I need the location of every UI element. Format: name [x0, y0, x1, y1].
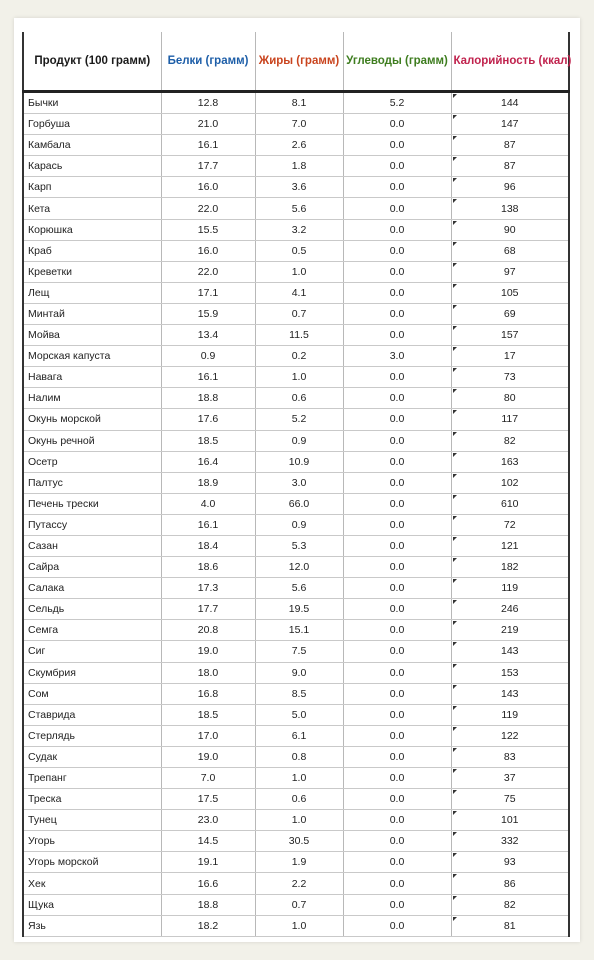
carbs-cell: 0.0 — [343, 768, 451, 789]
carbs-cell: 0.0 — [343, 219, 451, 240]
table-row — [23, 768, 569, 789]
fat-cell: 0.9 — [255, 430, 343, 451]
calories-cell: 82 — [451, 894, 569, 915]
table-row — [23, 325, 569, 346]
fat-cell: 11.5 — [255, 325, 343, 346]
fat-cell: 30.5 — [255, 831, 343, 852]
protein-cell: 16.6 — [161, 873, 255, 894]
protein-cell: 23.0 — [161, 810, 255, 831]
carbs-cell: 0.0 — [343, 177, 451, 198]
fat-cell: 3.0 — [255, 472, 343, 493]
product-cell: Окунь морской — [23, 409, 161, 430]
calories-cell: 93 — [451, 852, 569, 873]
calories-cell: 96 — [451, 177, 569, 198]
fat-cell: 1.0 — [255, 768, 343, 789]
table-row — [23, 472, 569, 493]
product-cell: Лещ — [23, 282, 161, 303]
product-cell: Морская капуста — [23, 346, 161, 367]
protein-cell: 16.8 — [161, 683, 255, 704]
calories-cell: 72 — [451, 514, 569, 535]
header-row — [23, 32, 569, 92]
calories-cell: 90 — [451, 219, 569, 240]
header-calories: Калорийность (ккал) — [451, 32, 569, 92]
carbs-cell: 0.0 — [343, 873, 451, 894]
fat-cell: 5.6 — [255, 578, 343, 599]
product-cell: Камбала — [23, 135, 161, 156]
protein-cell: 14.5 — [161, 831, 255, 852]
fat-cell: 3.6 — [255, 177, 343, 198]
table-row — [23, 535, 569, 556]
table-header — [23, 32, 572, 92]
fat-cell: 1.0 — [255, 915, 343, 936]
calories-cell: 101 — [451, 810, 569, 831]
fat-cell: 3.2 — [255, 219, 343, 240]
calories-cell: 68 — [451, 240, 569, 261]
product-cell: Бычки — [23, 92, 161, 114]
carbs-cell: 0.0 — [343, 451, 451, 472]
table-row — [23, 198, 569, 219]
table-row — [23, 641, 569, 662]
fat-cell: 12.0 — [255, 557, 343, 578]
fat-cell: 0.9 — [255, 514, 343, 535]
fat-cell: 7.5 — [255, 641, 343, 662]
calories-cell: 138 — [451, 198, 569, 219]
fat-cell: 0.5 — [255, 240, 343, 261]
protein-cell: 7.0 — [161, 768, 255, 789]
protein-cell: 17.3 — [161, 578, 255, 599]
document-sheet — [14, 18, 580, 942]
protein-cell: 20.8 — [161, 620, 255, 641]
calories-cell: 102 — [451, 472, 569, 493]
table-row — [23, 135, 569, 156]
fat-cell: 0.8 — [255, 746, 343, 767]
table-row — [23, 831, 569, 852]
carbs-cell: 0.0 — [343, 557, 451, 578]
product-cell: Судак — [23, 746, 161, 767]
table-row — [23, 367, 569, 388]
carbs-cell: 0.0 — [343, 746, 451, 767]
calories-cell: 75 — [451, 789, 569, 810]
fat-cell: 19.5 — [255, 599, 343, 620]
table-row — [23, 388, 569, 409]
product-cell: Краб — [23, 240, 161, 261]
protein-cell: 16.1 — [161, 367, 255, 388]
fat-cell: 66.0 — [255, 493, 343, 514]
product-cell: Окунь речной — [23, 430, 161, 451]
product-cell: Минтай — [23, 303, 161, 324]
protein-cell: 17.7 — [161, 599, 255, 620]
protein-cell: 15.5 — [161, 219, 255, 240]
product-cell: Налим — [23, 388, 161, 409]
product-cell: Карп — [23, 177, 161, 198]
fat-cell: 2.2 — [255, 873, 343, 894]
carbs-cell: 0.0 — [343, 388, 451, 409]
fat-cell: 9.0 — [255, 662, 343, 683]
fat-cell: 6.1 — [255, 725, 343, 746]
protein-cell: 18.4 — [161, 535, 255, 556]
table-row — [23, 683, 569, 704]
table-row — [23, 346, 569, 367]
carbs-cell: 0.0 — [343, 261, 451, 282]
protein-cell: 18.8 — [161, 894, 255, 915]
header-protein: Белки (грамм) — [161, 32, 255, 92]
product-cell: Сом — [23, 683, 161, 704]
product-cell: Сиг — [23, 641, 161, 662]
calories-cell: 82 — [451, 430, 569, 451]
carbs-cell: 0.0 — [343, 535, 451, 556]
product-cell: Корюшка — [23, 219, 161, 240]
protein-cell: 21.0 — [161, 114, 255, 135]
carbs-cell: 0.0 — [343, 325, 451, 346]
fat-cell: 15.1 — [255, 620, 343, 641]
product-cell: Креветки — [23, 261, 161, 282]
table-row — [23, 409, 569, 430]
table-row — [23, 240, 569, 261]
calories-cell: 153 — [451, 662, 569, 683]
carbs-cell: 0.0 — [343, 114, 451, 135]
table-row — [23, 662, 569, 683]
calories-cell: 119 — [451, 578, 569, 599]
product-cell: Сайра — [23, 557, 161, 578]
fat-cell: 1.0 — [255, 810, 343, 831]
table-row — [23, 451, 569, 472]
table-row — [23, 493, 569, 514]
product-cell: Сельдь — [23, 599, 161, 620]
table-row — [23, 219, 569, 240]
carbs-cell: 0.0 — [343, 282, 451, 303]
carbs-cell: 0.0 — [343, 641, 451, 662]
carbs-cell: 0.0 — [343, 367, 451, 388]
carbs-cell: 0.0 — [343, 514, 451, 535]
table-row — [23, 852, 569, 873]
table-row — [23, 704, 569, 725]
table-row — [23, 177, 569, 198]
calories-cell: 83 — [451, 746, 569, 767]
table-row — [23, 156, 569, 177]
nutrition-table — [22, 32, 570, 937]
calories-cell: 87 — [451, 135, 569, 156]
calories-cell: 121 — [451, 535, 569, 556]
calories-cell: 182 — [451, 557, 569, 578]
calories-cell: 117 — [451, 409, 569, 430]
carbs-cell: 0.0 — [343, 831, 451, 852]
calories-cell: 81 — [451, 915, 569, 936]
product-cell: Кета — [23, 198, 161, 219]
product-cell: Язь — [23, 915, 161, 936]
product-cell: Осетр — [23, 451, 161, 472]
calories-cell: 610 — [451, 493, 569, 514]
fat-cell: 1.0 — [255, 261, 343, 282]
table-row — [23, 578, 569, 599]
table-row — [23, 599, 569, 620]
header-carbs: Углеводы (грамм) — [343, 32, 451, 92]
product-cell: Сазан — [23, 535, 161, 556]
protein-cell: 15.9 — [161, 303, 255, 324]
product-cell: Трепанг — [23, 768, 161, 789]
calories-cell: 219 — [451, 620, 569, 641]
product-cell: Мойва — [23, 325, 161, 346]
fat-cell: 8.5 — [255, 683, 343, 704]
calories-cell: 144 — [451, 92, 569, 114]
carbs-cell: 5.2 — [343, 92, 451, 114]
calories-cell: 163 — [451, 451, 569, 472]
protein-cell: 19.0 — [161, 746, 255, 767]
carbs-cell: 0.0 — [343, 852, 451, 873]
fat-cell: 1.0 — [255, 367, 343, 388]
protein-cell: 19.0 — [161, 641, 255, 662]
protein-cell: 0.9 — [161, 346, 255, 367]
product-cell: Угорь морской — [23, 852, 161, 873]
fat-cell: 5.6 — [255, 198, 343, 219]
fat-cell: 0.6 — [255, 388, 343, 409]
protein-cell: 18.6 — [161, 557, 255, 578]
fat-cell: 0.7 — [255, 894, 343, 915]
protein-cell: 17.7 — [161, 156, 255, 177]
table-row — [23, 810, 569, 831]
protein-cell: 4.0 — [161, 493, 255, 514]
protein-cell: 18.5 — [161, 704, 255, 725]
carbs-cell: 0.0 — [343, 915, 451, 936]
protein-cell: 18.8 — [161, 388, 255, 409]
calories-cell: 105 — [451, 282, 569, 303]
carbs-cell: 0.0 — [343, 303, 451, 324]
fat-cell: 0.6 — [255, 789, 343, 810]
protein-cell: 17.5 — [161, 789, 255, 810]
product-cell: Горбуша — [23, 114, 161, 135]
carbs-cell: 0.0 — [343, 620, 451, 641]
carbs-cell: 0.0 — [343, 472, 451, 493]
carbs-cell: 0.0 — [343, 789, 451, 810]
table-body — [23, 92, 569, 937]
carbs-cell: 0.0 — [343, 156, 451, 177]
product-cell: Салака — [23, 578, 161, 599]
protein-cell: 18.2 — [161, 915, 255, 936]
table-row — [23, 620, 569, 641]
product-cell: Стерлядь — [23, 725, 161, 746]
calories-cell: 246 — [451, 599, 569, 620]
table-row — [23, 514, 569, 535]
calories-cell: 143 — [451, 641, 569, 662]
calories-cell: 332 — [451, 831, 569, 852]
table-row — [23, 92, 569, 114]
product-cell: Печень трески — [23, 493, 161, 514]
fat-cell: 4.1 — [255, 282, 343, 303]
table-row — [23, 789, 569, 810]
protein-cell: 18.5 — [161, 430, 255, 451]
calories-cell: 143 — [451, 683, 569, 704]
table-row — [23, 282, 569, 303]
fat-cell: 5.0 — [255, 704, 343, 725]
fat-cell: 1.8 — [255, 156, 343, 177]
protein-cell: 16.0 — [161, 177, 255, 198]
product-cell: Щука — [23, 894, 161, 915]
protein-cell: 18.0 — [161, 662, 255, 683]
product-cell: Ставрида — [23, 704, 161, 725]
product-cell: Семга — [23, 620, 161, 641]
product-cell: Тунец — [23, 810, 161, 831]
protein-cell: 16.1 — [161, 514, 255, 535]
calories-cell: 147 — [451, 114, 569, 135]
carbs-cell: 0.0 — [343, 810, 451, 831]
product-cell: Хек — [23, 873, 161, 894]
carbs-cell: 0.0 — [343, 662, 451, 683]
fat-cell: 1.9 — [255, 852, 343, 873]
fat-cell: 5.2 — [255, 409, 343, 430]
protein-cell: 16.4 — [161, 451, 255, 472]
fat-cell: 0.7 — [255, 303, 343, 324]
carbs-cell: 0.0 — [343, 894, 451, 915]
protein-cell: 19.1 — [161, 852, 255, 873]
product-cell: Навага — [23, 367, 161, 388]
calories-cell: 86 — [451, 873, 569, 894]
product-cell: Палтус — [23, 472, 161, 493]
table-row — [23, 261, 569, 282]
fat-cell: 7.0 — [255, 114, 343, 135]
calories-cell: 37 — [451, 768, 569, 789]
fat-cell: 0.2 — [255, 346, 343, 367]
protein-cell: 16.1 — [161, 135, 255, 156]
carbs-cell: 0.0 — [343, 198, 451, 219]
product-cell: Скумбрия — [23, 662, 161, 683]
carbs-cell: 0.0 — [343, 704, 451, 725]
carbs-cell: 0.0 — [343, 725, 451, 746]
fat-cell: 10.9 — [255, 451, 343, 472]
table-row — [23, 915, 569, 936]
protein-cell: 17.0 — [161, 725, 255, 746]
table-row — [23, 873, 569, 894]
protein-cell: 18.9 — [161, 472, 255, 493]
carbs-cell: 0.0 — [343, 599, 451, 620]
carbs-cell: 0.0 — [343, 430, 451, 451]
calories-cell: 87 — [451, 156, 569, 177]
protein-cell: 17.1 — [161, 282, 255, 303]
protein-cell: 17.6 — [161, 409, 255, 430]
table-row — [23, 430, 569, 451]
header-product: Продукт (100 грамм) — [23, 32, 161, 92]
calories-cell: 69 — [451, 303, 569, 324]
product-cell: Путассу — [23, 514, 161, 535]
header-fat: Жиры (грамм) — [255, 32, 343, 92]
carbs-cell: 0.0 — [343, 240, 451, 261]
protein-cell: 22.0 — [161, 261, 255, 282]
protein-cell: 22.0 — [161, 198, 255, 219]
carbs-cell: 3.0 — [343, 346, 451, 367]
protein-cell: 16.0 — [161, 240, 255, 261]
carbs-cell: 0.0 — [343, 135, 451, 156]
calories-cell: 157 — [451, 325, 569, 346]
protein-cell: 12.8 — [161, 92, 255, 114]
table-row — [23, 894, 569, 915]
calories-cell: 73 — [451, 367, 569, 388]
product-cell: Карась — [23, 156, 161, 177]
fat-cell: 2.6 — [255, 135, 343, 156]
protein-cell: 13.4 — [161, 325, 255, 346]
calories-cell: 97 — [451, 261, 569, 282]
table-row — [23, 557, 569, 578]
calories-cell: 80 — [451, 388, 569, 409]
product-cell: Угорь — [23, 831, 161, 852]
carbs-cell: 0.0 — [343, 409, 451, 430]
fat-cell: 8.1 — [255, 92, 343, 114]
calories-cell: 122 — [451, 725, 569, 746]
carbs-cell: 0.0 — [343, 493, 451, 514]
carbs-cell: 0.0 — [343, 578, 451, 599]
table-row — [23, 114, 569, 135]
table-row — [23, 746, 569, 767]
carbs-cell: 0.0 — [343, 683, 451, 704]
calories-cell: 119 — [451, 704, 569, 725]
product-cell: Треска — [23, 789, 161, 810]
table-row — [23, 725, 569, 746]
fat-cell: 5.3 — [255, 535, 343, 556]
table-row — [23, 303, 569, 324]
calories-cell: 17 — [451, 346, 569, 367]
